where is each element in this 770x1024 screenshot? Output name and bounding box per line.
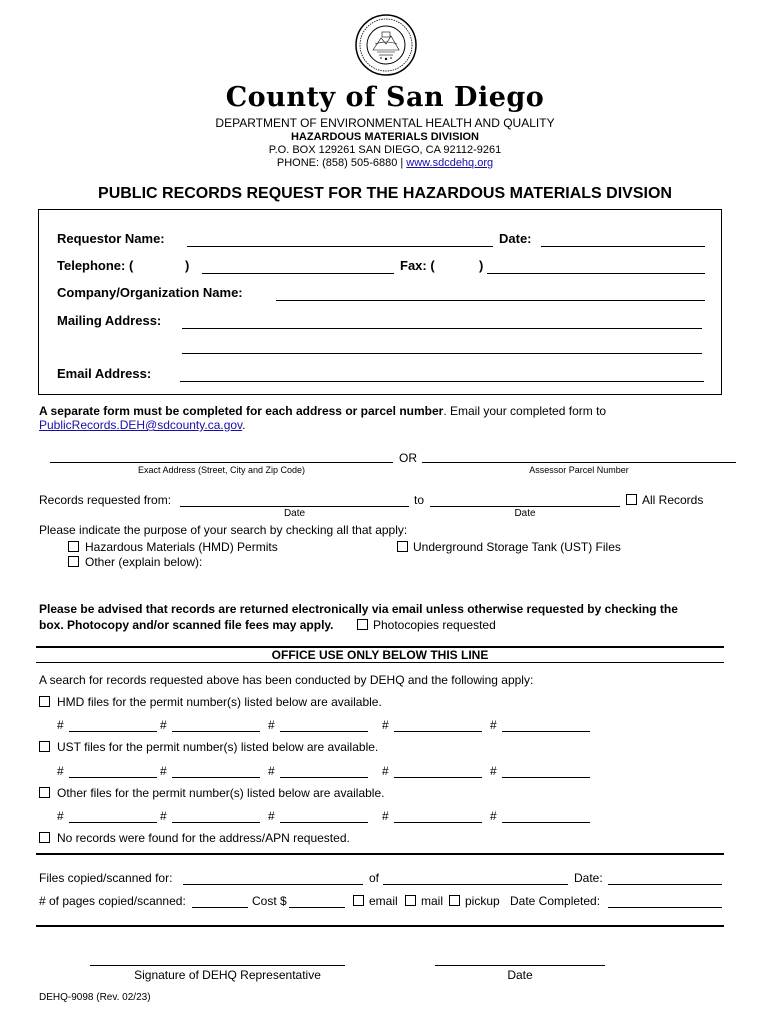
hmd-permit-number-field[interactable] (394, 731, 482, 732)
hmd-files-checkbox[interactable] (39, 696, 50, 707)
email-address-field[interactable] (180, 381, 704, 382)
ust-permit-number-field[interactable] (69, 777, 157, 778)
ust-permit-number-field[interactable] (172, 777, 260, 778)
office-use-intro: A search for records requested above has been conducted by DEHQ and the following apply: (39, 673, 534, 687)
ust-hash-label: # (268, 764, 275, 778)
exact-address-field[interactable] (50, 462, 393, 463)
to-date-caption: Date (514, 508, 536, 519)
pages-copied-field[interactable] (192, 907, 248, 908)
hmd-permit-number-field[interactable] (280, 731, 368, 732)
delivery-pickup-checkbox[interactable] (449, 895, 460, 906)
other-hash-label: # (268, 809, 275, 823)
ust-permit-number-field[interactable] (394, 777, 482, 778)
ust-hash-label: # (382, 764, 389, 778)
no-records-label: No records were found for the address/APN requested. (57, 831, 350, 845)
other-files-label: Other files for the permit number(s) listed below are available. (57, 786, 385, 800)
separate-form-notice (39, 404, 739, 432)
fax-field[interactable] (487, 273, 705, 274)
county-name: County of San Diego (225, 82, 545, 113)
form-title: PUBLIC RECORDS REQUEST FOR THE HAZARDOUS MATERIALS DIVSION (98, 185, 672, 202)
advisory-line-1: Please be advised that records are returned electronically via email unless otherwise requested by checking the (39, 602, 678, 616)
signature-date-caption: Date (507, 968, 533, 982)
hmd-permits-checkbox[interactable] (68, 541, 79, 552)
photocopies-checkbox[interactable] (357, 619, 368, 630)
files-date-label: Date: (574, 871, 603, 885)
hmd-hash-label: # (57, 718, 64, 732)
mailing-address-field-1[interactable] (182, 328, 702, 329)
department-name: DEPARTMENT OF ENVIRONMENTAL HEALTH AND QUALITY (215, 116, 555, 130)
notice-period: . (242, 418, 246, 432)
other-permit-number-field[interactable] (172, 822, 260, 823)
delivery-pickup-label: pickup (465, 894, 500, 908)
phone-line (0, 157, 770, 169)
ust-files-checkbox[interactable] (397, 541, 408, 552)
records-to-date-field[interactable] (430, 506, 620, 507)
pages-copied-label: # of pages copied/scanned: (39, 894, 186, 908)
hmd-hash-label: # (160, 718, 167, 732)
records-from-date-field[interactable] (180, 506, 409, 507)
office-use-heading: OFFICE USE ONLY BELOW THIS LINE (271, 648, 489, 662)
notice-normal: . Email your completed form to (443, 404, 607, 418)
ust-files-office-checkbox[interactable] (39, 741, 50, 752)
other-files-checkbox[interactable] (39, 787, 50, 798)
county-seal (355, 14, 417, 76)
hmd-hash-label: # (268, 718, 275, 732)
advisory-bold-2: box. Photocopy and/or scanned file fees may apply. (39, 618, 334, 632)
date-field[interactable] (541, 246, 705, 247)
requestor-name-label: Requestor Name: (57, 231, 165, 246)
hmd-permit-number-field[interactable] (69, 731, 157, 732)
ust-hash-label: # (490, 764, 497, 778)
fax-label: Fax: ( (400, 258, 435, 273)
delivery-mail-label: mail (421, 894, 444, 908)
division-name: HAZARDOUS MATERIALS DIVISION (290, 131, 480, 143)
divider-1 (36, 853, 724, 855)
date-completed-label: Date Completed: (510, 894, 601, 908)
files-copied-label: Files copied/scanned for: (39, 871, 173, 885)
ust-permit-number-field[interactable] (502, 777, 590, 778)
email-address-label: Email Address: (57, 366, 152, 381)
records-to-label: to (414, 493, 425, 507)
hmd-hash-label: # (382, 718, 389, 732)
divider-2 (36, 925, 724, 927)
fax-paren-close: ) (479, 258, 484, 273)
telephone-field[interactable] (202, 273, 394, 274)
ust-files-label: Underground Storage Tank (UST) Files (413, 540, 621, 554)
records-from-label: Records requested from: (39, 493, 172, 507)
phone-text: PHONE: (858) 505-6880 | (276, 157, 407, 169)
cost-label: Cost $ (252, 894, 287, 908)
ust-files-office-label: UST files for the permit number(s) listed below are available. (57, 740, 379, 754)
no-records-checkbox[interactable] (39, 832, 50, 843)
ust-permit-number-field[interactable] (280, 777, 368, 778)
date-label: Date: (499, 231, 532, 246)
other-purpose-label: Other (explain below): (85, 555, 203, 569)
apn-field[interactable] (422, 462, 736, 463)
advisory-line-2 (39, 618, 334, 632)
other-permit-number-field[interactable] (280, 822, 368, 823)
form-number: DEHQ-9098 (Rev. 02/23) (39, 992, 151, 1003)
mailing-address-label: Mailing Address: (57, 313, 162, 328)
delivery-email-label: email (369, 894, 398, 908)
of-label: of (369, 871, 380, 885)
website-link[interactable]: www.sdcdehq.org (406, 157, 494, 169)
delivery-mail-checkbox[interactable] (405, 895, 416, 906)
other-hash-label: # (160, 809, 167, 823)
hmd-hash-label: # (490, 718, 497, 732)
ust-hash-label: # (160, 764, 167, 778)
other-hash-label: # (490, 809, 497, 823)
all-records-checkbox[interactable] (626, 494, 637, 505)
files-copied-field[interactable] (183, 884, 363, 885)
other-permit-number-field[interactable] (502, 822, 590, 823)
apn-caption: Assessor Parcel Number (529, 465, 629, 475)
hmd-permits-label: Hazardous Materials (HMD) Permits (85, 540, 278, 554)
signature-field[interactable] (90, 965, 345, 966)
telephone-label: Telephone: ( (57, 258, 134, 273)
mailing-address-field-2[interactable] (182, 353, 702, 354)
hmd-permit-number-field[interactable] (172, 731, 260, 732)
files-date-field[interactable] (608, 884, 722, 885)
delivery-email-checkbox[interactable] (353, 895, 364, 906)
company-label: Company/Organization Name: (57, 285, 243, 300)
exact-address-caption: Exact Address (Street, City and Zip Code) (137, 465, 306, 475)
ust-hash-label: # (57, 764, 64, 778)
notice-bold: A separate form must be completed for each address or parcel number (39, 404, 444, 418)
cost-field[interactable] (289, 907, 345, 908)
date-completed-field[interactable] (608, 907, 722, 908)
public-records-email-link[interactable]: PublicRecords.DEH@sdcounty.ca.gov (39, 418, 243, 432)
purpose-prompt: Please indicate the purpose of your search by checking all that apply: (39, 523, 408, 537)
other-permit-number-field[interactable] (394, 822, 482, 823)
company-field[interactable] (276, 300, 705, 301)
other-permit-number-field[interactable] (69, 822, 157, 823)
all-records-label: All Records (642, 493, 704, 507)
requestor-name-field[interactable] (187, 246, 493, 247)
other-hash-label: # (382, 809, 389, 823)
photocopies-label: Photocopies requested (373, 618, 496, 632)
or-label: OR (399, 451, 417, 465)
hmd-files-label: HMD files for the permit number(s) listed below are available. (57, 695, 382, 709)
mailing-address-header: P.O. BOX 129261 SAN DIEGO, CA 92112-9261 (268, 144, 502, 156)
from-date-caption: Date (283, 508, 306, 519)
other-purpose-checkbox[interactable] (68, 556, 79, 567)
signature-date-field[interactable] (435, 965, 605, 966)
hmd-permit-number-field[interactable] (502, 731, 590, 732)
telephone-paren-close: ) (185, 258, 190, 273)
files-of-field[interactable] (383, 884, 568, 885)
signature-caption: Signature of DEHQ Representative (134, 968, 321, 982)
other-hash-label: # (57, 809, 64, 823)
